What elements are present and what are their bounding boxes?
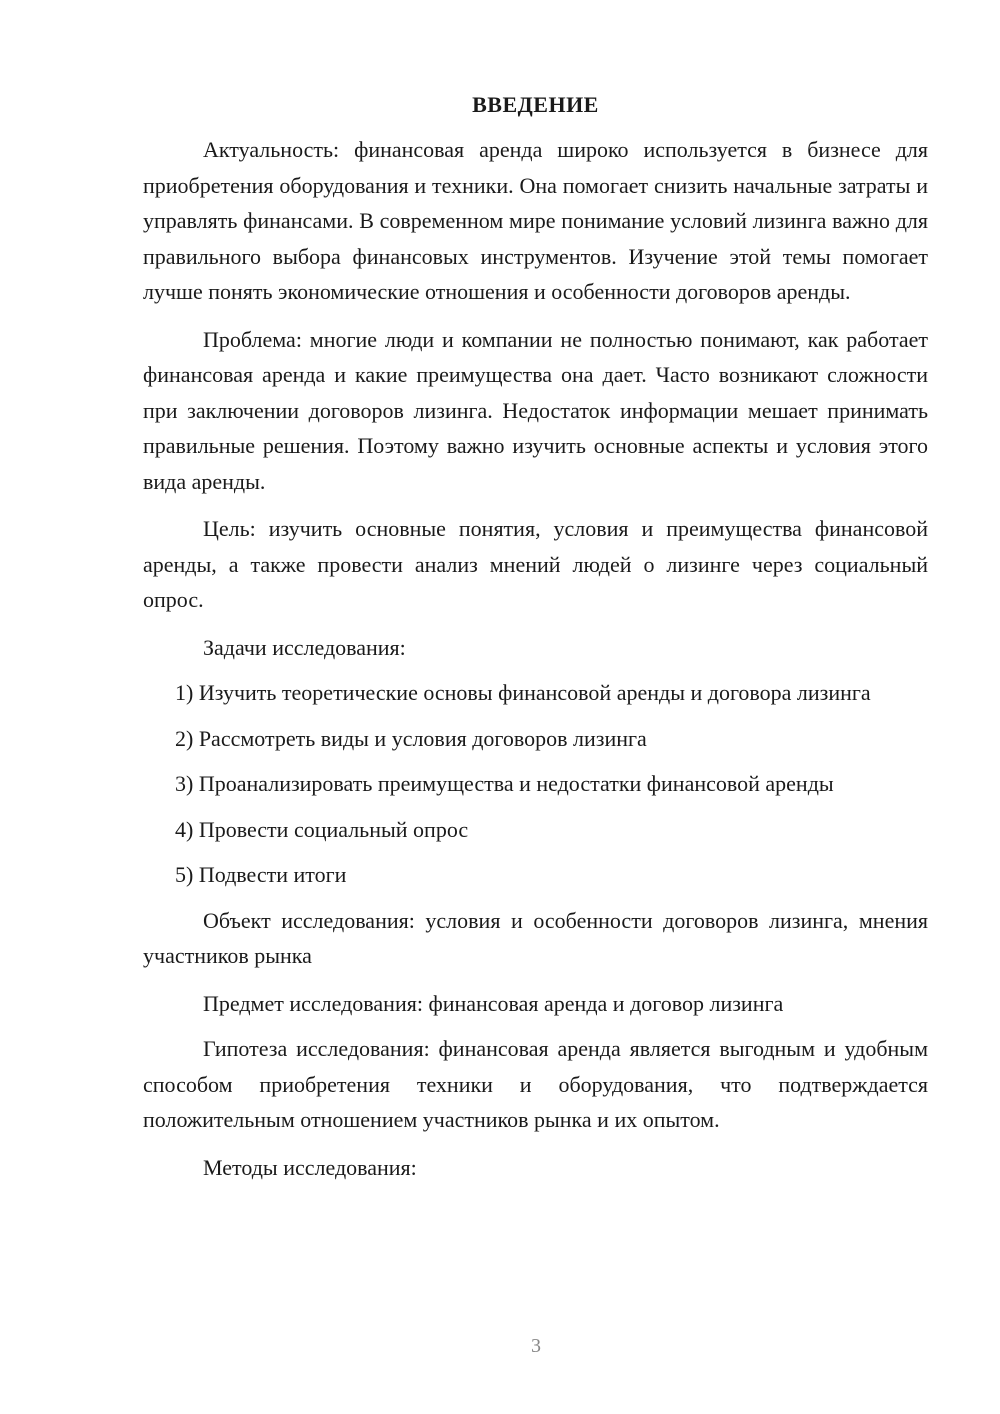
goal-paragraph: Цель: изучить основные понятия, условия и преимущества финансовой аренды, а также провести анализ мнений людей о лизинге через социальный опрос. xyxy=(143,516,928,612)
subject-paragraph: Предмет исследования: финансовая аренда и договор лизинга xyxy=(203,990,784,1016)
hypothesis-paragraph: Гипотеза исследования: финансовая аренда является выгодным и удобным способом приобретения техники и оборудования, что подтверждается положительным отношением участников рынка и их опытом. xyxy=(143,1036,928,1132)
page-number: 3 xyxy=(531,1335,541,1357)
task-item: 1) Изучить теоретические основы финансовой аренды и договора лизинга xyxy=(175,680,871,705)
problem-paragraph: Проблема: многие люди и компании не полностью понимают, как работает финансовая аренда и какие преимущества она дает. Часто возникают сложности при заключении договоров лизинга. Недостаток информации мешает принимать правильные решения. Поэтому важно изучить основные аспекты и условия этого вида аренды. xyxy=(143,326,928,494)
section-title: ВВЕДЕНИЕ xyxy=(472,92,599,117)
methods-heading: Методы исследования: xyxy=(203,1154,417,1180)
tasks-list xyxy=(143,675,928,893)
task-item: 4) Провести социальный опрос xyxy=(175,816,469,842)
document-body xyxy=(143,92,928,1195)
tasks-heading: Задачи исследования: xyxy=(203,634,406,660)
relevance-paragraph: Актуальность: финансовая аренда широко используется в бизнесе для приобретения оборудования и техники. Она помогает снизить начальные затраты и управлять финансами. В современном мире понимание условий лизинга важно для правильного выбора финансовых инструментов. Изучение этой темы помогает лучше понять экономические отношения и особенности договоров аренды. xyxy=(143,137,928,304)
object-paragraph: Объект исследования: условия и особенности договоров лизинга, мнения участников рынка xyxy=(143,907,928,968)
task-item: 5) Подвести итоги xyxy=(175,862,347,887)
task-item: 3) Проанализировать преимущества и недостатки финансовой аренды xyxy=(175,771,834,796)
task-item: 2) Рассмотреть виды и условия договоров лизинга xyxy=(175,725,647,751)
